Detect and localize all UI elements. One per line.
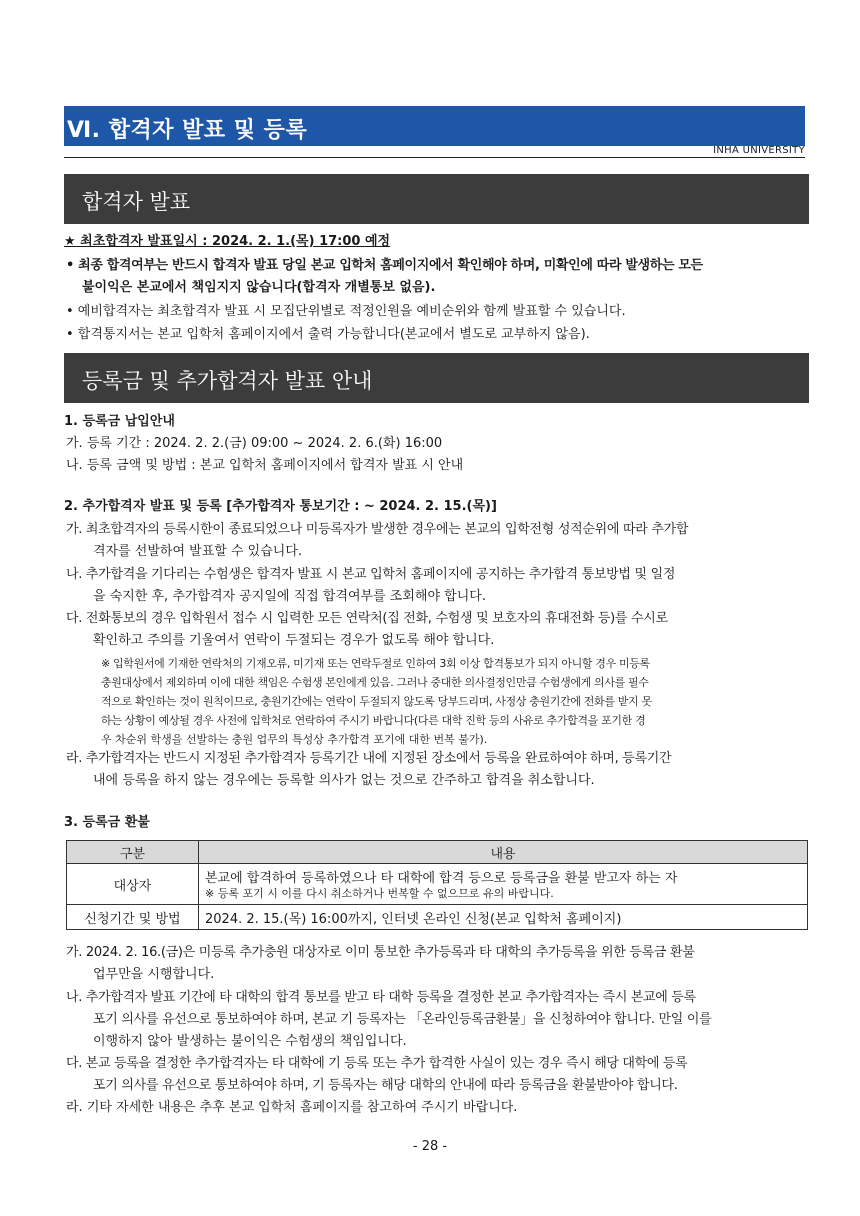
- sub3-line: 가. 2024. 2. 16.(금)은 미등록 추가충원 대상자로 이미 통보한 추가등록과 타 대학의 추가등록을 위한 등록금 환불: [66, 945, 695, 960]
- sub2-line: 을 숙지한 후, 추가합격자 공지일에 직접 합격여부를 조회해야 합니다.: [93, 589, 486, 604]
- sub2-line: 나. 추가합격을 기다리는 수험생은 합격자 발표 시 본교 입학처 홈페이지에 공지하는 추가합격 통보방법 및 일정: [66, 567, 676, 582]
- bullet-reserve: • 예비합격자는 최초합격자 발표 시 모집단위별로 적정인원을 예비순위와 함께 발표할 수 있습니다.: [66, 304, 626, 319]
- sub2-note: ※ 입학원서에 기재한 연락처의 기재오류, 미기재 또는 연락두절로 인하여 3회 이상 합격통보가 되지 아니할 경우 미등록: [101, 657, 650, 670]
- sub2-line-after: 라. 추가합격자는 반드시 지정된 추가합격자 등록기간 내에 지정된 장소에서 등록을 완료하여야 하며, 등록기간: [66, 751, 672, 766]
- bullet-final-result: • 최종 합격여부는 반드시 합격자 발표 당일 본교 입학처 홈페이지에서 확인해야 하며, 미확인에 따라 발생하는 모든: [66, 258, 703, 273]
- chapter-title: Ⅵ. 합격자 발표 및 등록: [64, 106, 805, 146]
- table-header-row: [67, 841, 808, 864]
- table-header-category: 구분: [67, 841, 199, 864]
- sub3-line: 업무만을 시행합니다.: [93, 967, 215, 982]
- table-cell-label: 대상자: [67, 864, 199, 905]
- sub1-heading: 1. 등록금 납입안내: [64, 414, 175, 429]
- sub2-line: 가. 최초합격자의 등록시한이 종료되었으나 미등록자가 발생한 경우에는 본교의 입학전형 성적순위에 따라 추가합: [66, 522, 689, 537]
- bullet-final-result-cont: 불이익은 본교에서 책임지지 않습니다(합격자 개별통보 없음).: [82, 280, 436, 295]
- sub3-line: 포기 의사를 유선으로 통보하여야 하며, 본교 기 등록자는 「온라인등록금환불」을 신청하여야 합니다. 만일 이를: [93, 1012, 712, 1027]
- table-row: [67, 905, 808, 930]
- sub3-line: 포기 의사를 유선으로 통보하여야 하며, 기 등록자는 해당 대학의 안내에 따라 등록금을 환불받아야 합니다.: [93, 1078, 678, 1093]
- announcement-date: ★ 최초합격자 발표일시 : 2024. 2. 1.(목) 17:00 예정: [64, 234, 391, 249]
- section-title-announcement: 합격자 발표: [64, 174, 809, 224]
- table-header-content: 내용: [199, 841, 808, 864]
- sub3-heading: 3. 등록금 환불: [64, 815, 150, 830]
- table-cell-text: 2024. 2. 15.(목) 16:00까지, 인터넷 온라인 신청(본교 입학처 홈페이지): [199, 905, 808, 930]
- table-row: [67, 864, 808, 905]
- table-cell-label: 신청기간 및 방법: [67, 905, 199, 930]
- refund-table: [66, 840, 808, 930]
- sub3-line: 다. 본교 등록을 결정한 추가합격자는 타 대학에 기 등록 또는 추가 합격한 사실이 있는 경우 즉시 해당 대학에 등록: [66, 1056, 688, 1071]
- sub3-line: 라. 기타 자세한 내용은 추후 본교 입학처 홈페이지를 참고하여 주시기 바랍니다.: [66, 1100, 518, 1115]
- sub2-line-after: 내에 등록을 하지 않는 경우에는 등록할 의사가 없는 것으로 간주하고 합격을 취소합니다.: [93, 773, 595, 788]
- sub2-line: 다. 전화통보의 경우 입학원서 접수 시 입력한 모든 연락처(집 전화, 수험생 및 보호자의 휴대전화 등)를 수시로: [66, 611, 668, 626]
- chapter-subtitle: INHA UNIVERSITY: [64, 145, 805, 158]
- sub2-line: 확인하고 주의를 기울여서 연락이 두절되는 경우가 없도록 해야 합니다.: [93, 633, 495, 648]
- table-cell-note: ※ 등록 포기 시 이를 다시 취소하거나 번복할 수 없으므로 유의 바랍니다.: [205, 887, 554, 900]
- table-cell-text: 본교에 합격하여 등록하였으나 타 대학에 합격 등으로 등록금을 환불 받고자 하는 자: [205, 871, 678, 886]
- sub2-note: 적으로 확인하는 것이 원칙이므로, 충원기간에는 연락이 두절되지 않도록 당부드리며, 사정상 충원기간에 전화를 받지 못: [101, 695, 652, 708]
- bullet-notice: • 합격통지서는 본교 입학처 홈페이지에서 출력 가능합니다(본교에서 별도로 교부하지 않음).: [66, 327, 590, 342]
- sub2-line: 격자를 선발하여 발표할 수 있습니다.: [93, 544, 303, 559]
- sub3-line: 이행하지 않아 발생하는 불이익은 수험생의 책임입니다.: [93, 1034, 407, 1049]
- sub2-note: 충원대상에서 제외하며 이에 대한 책임은 수험생 본인에게 있음. 그러나 중대한 의사결정인만큼 수험생에게 의사를 필수: [101, 676, 649, 689]
- section-title-registration: 등록금 및 추가합격자 발표 안내: [64, 353, 809, 403]
- sub1-line-amount: 나. 등록 금액 및 방법 : 본교 입학처 홈페이지에서 합격자 발표 시 안내: [66, 458, 464, 473]
- sub2-note: 하는 상황이 예상될 경우 사전에 입학처로 연락하여 주시기 바랍니다(다른 대학 진학 등의 사유로 추가합격을 포기한 경: [101, 714, 646, 727]
- sub2-heading: 2. 추가합격자 발표 및 등록 [추가합격자 통보기간 : ~ 2024. 2. 15.(목)]: [64, 499, 497, 514]
- sub2-note: 우 차순위 학생을 선발하는 충원 업무의 특성상 추가합격 포기에 대한 번복 불가).: [101, 733, 488, 746]
- table-cell-content: [199, 864, 808, 905]
- sub1-line-period: 가. 등록 기간 : 2024. 2. 2.(금) 09:00 ~ 2024. 2. 6.(화) 16:00: [66, 436, 443, 451]
- page-number: - 28 -: [412, 1139, 448, 1154]
- sub3-line: 나. 추가합격자 발표 기간에 타 대학의 합격 통보를 받고 타 대학 등록을 결정한 본교 추가합격자는 즉시 본교에 등록: [66, 990, 696, 1005]
